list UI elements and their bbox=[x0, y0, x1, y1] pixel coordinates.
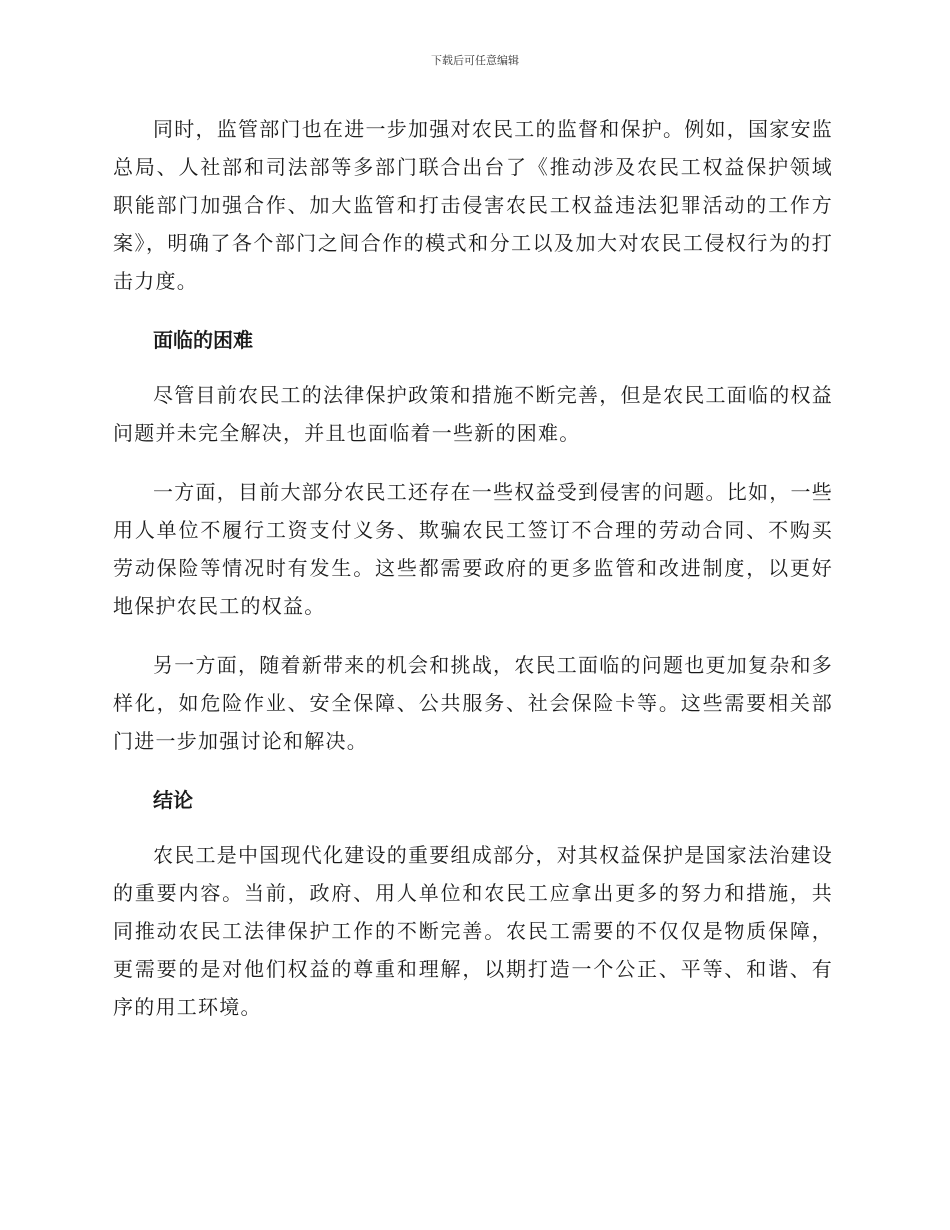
section-heading-difficulties: 面临的困难 bbox=[153, 328, 253, 352]
paragraph-new-challenges: 另一方面，随着新带来的机会和挑战，农民工面临的问题也更加复杂和多样化，如危险作业、安全保障、公共服务、社会保险卡等。这些需要相关部门进一步加强讨论和解决。 bbox=[113, 653, 833, 753]
paragraph-conclusion: 农民工是中国现代化建设的重要组成部分，对其权益保护是国家法治建设的重要内容。当前，政府、用人单位和农民工应拿出更多的努力和措施，共同推动农民工法律保护工作的不断完善。农民工需要的不仅仅是物质保障，更需要的是对他们权益的尊重和理解，以期打造一个公正、平等、和谐、有序的用工环境。 bbox=[113, 843, 833, 1019]
paragraph-difficulties-intro: 尽管目前农民工的法律保护政策和措施不断完善，但是农民工面临的权益问题并未完全解决，并且也面临着一些新的困难。 bbox=[113, 383, 833, 445]
page-header: 下载后可任意编辑 bbox=[431, 54, 519, 67]
paragraph-rights-infringement: 一方面，目前大部分农民工还存在一些权益受到侵害的问题。比如，一些用人单位不履行工资支付义务、欺骗农民工签订不合理的劳动合同、不购买劳动保险等情况时有发生。这些都需要政府的更多监管和改进制度，以更好地保护农民工的权益。 bbox=[113, 480, 833, 618]
paragraph-supervision: 同时，监管部门也在进一步加强对农民工的监督和保护。例如，国家安监总局、人社部和司法部等多部门联合出台了《推动涉及农民工权益保护领域职能部门加强合作、加大监管和打击侵害农民工权益违法犯罪活动的工作方案》，明确了各个部门之间合作的模式和分工以及加大对农民工侵权行为的打击力度。 bbox=[113, 117, 833, 293]
document-body bbox=[113, 110, 833, 1047]
section-heading-conclusion: 结论 bbox=[153, 788, 193, 812]
